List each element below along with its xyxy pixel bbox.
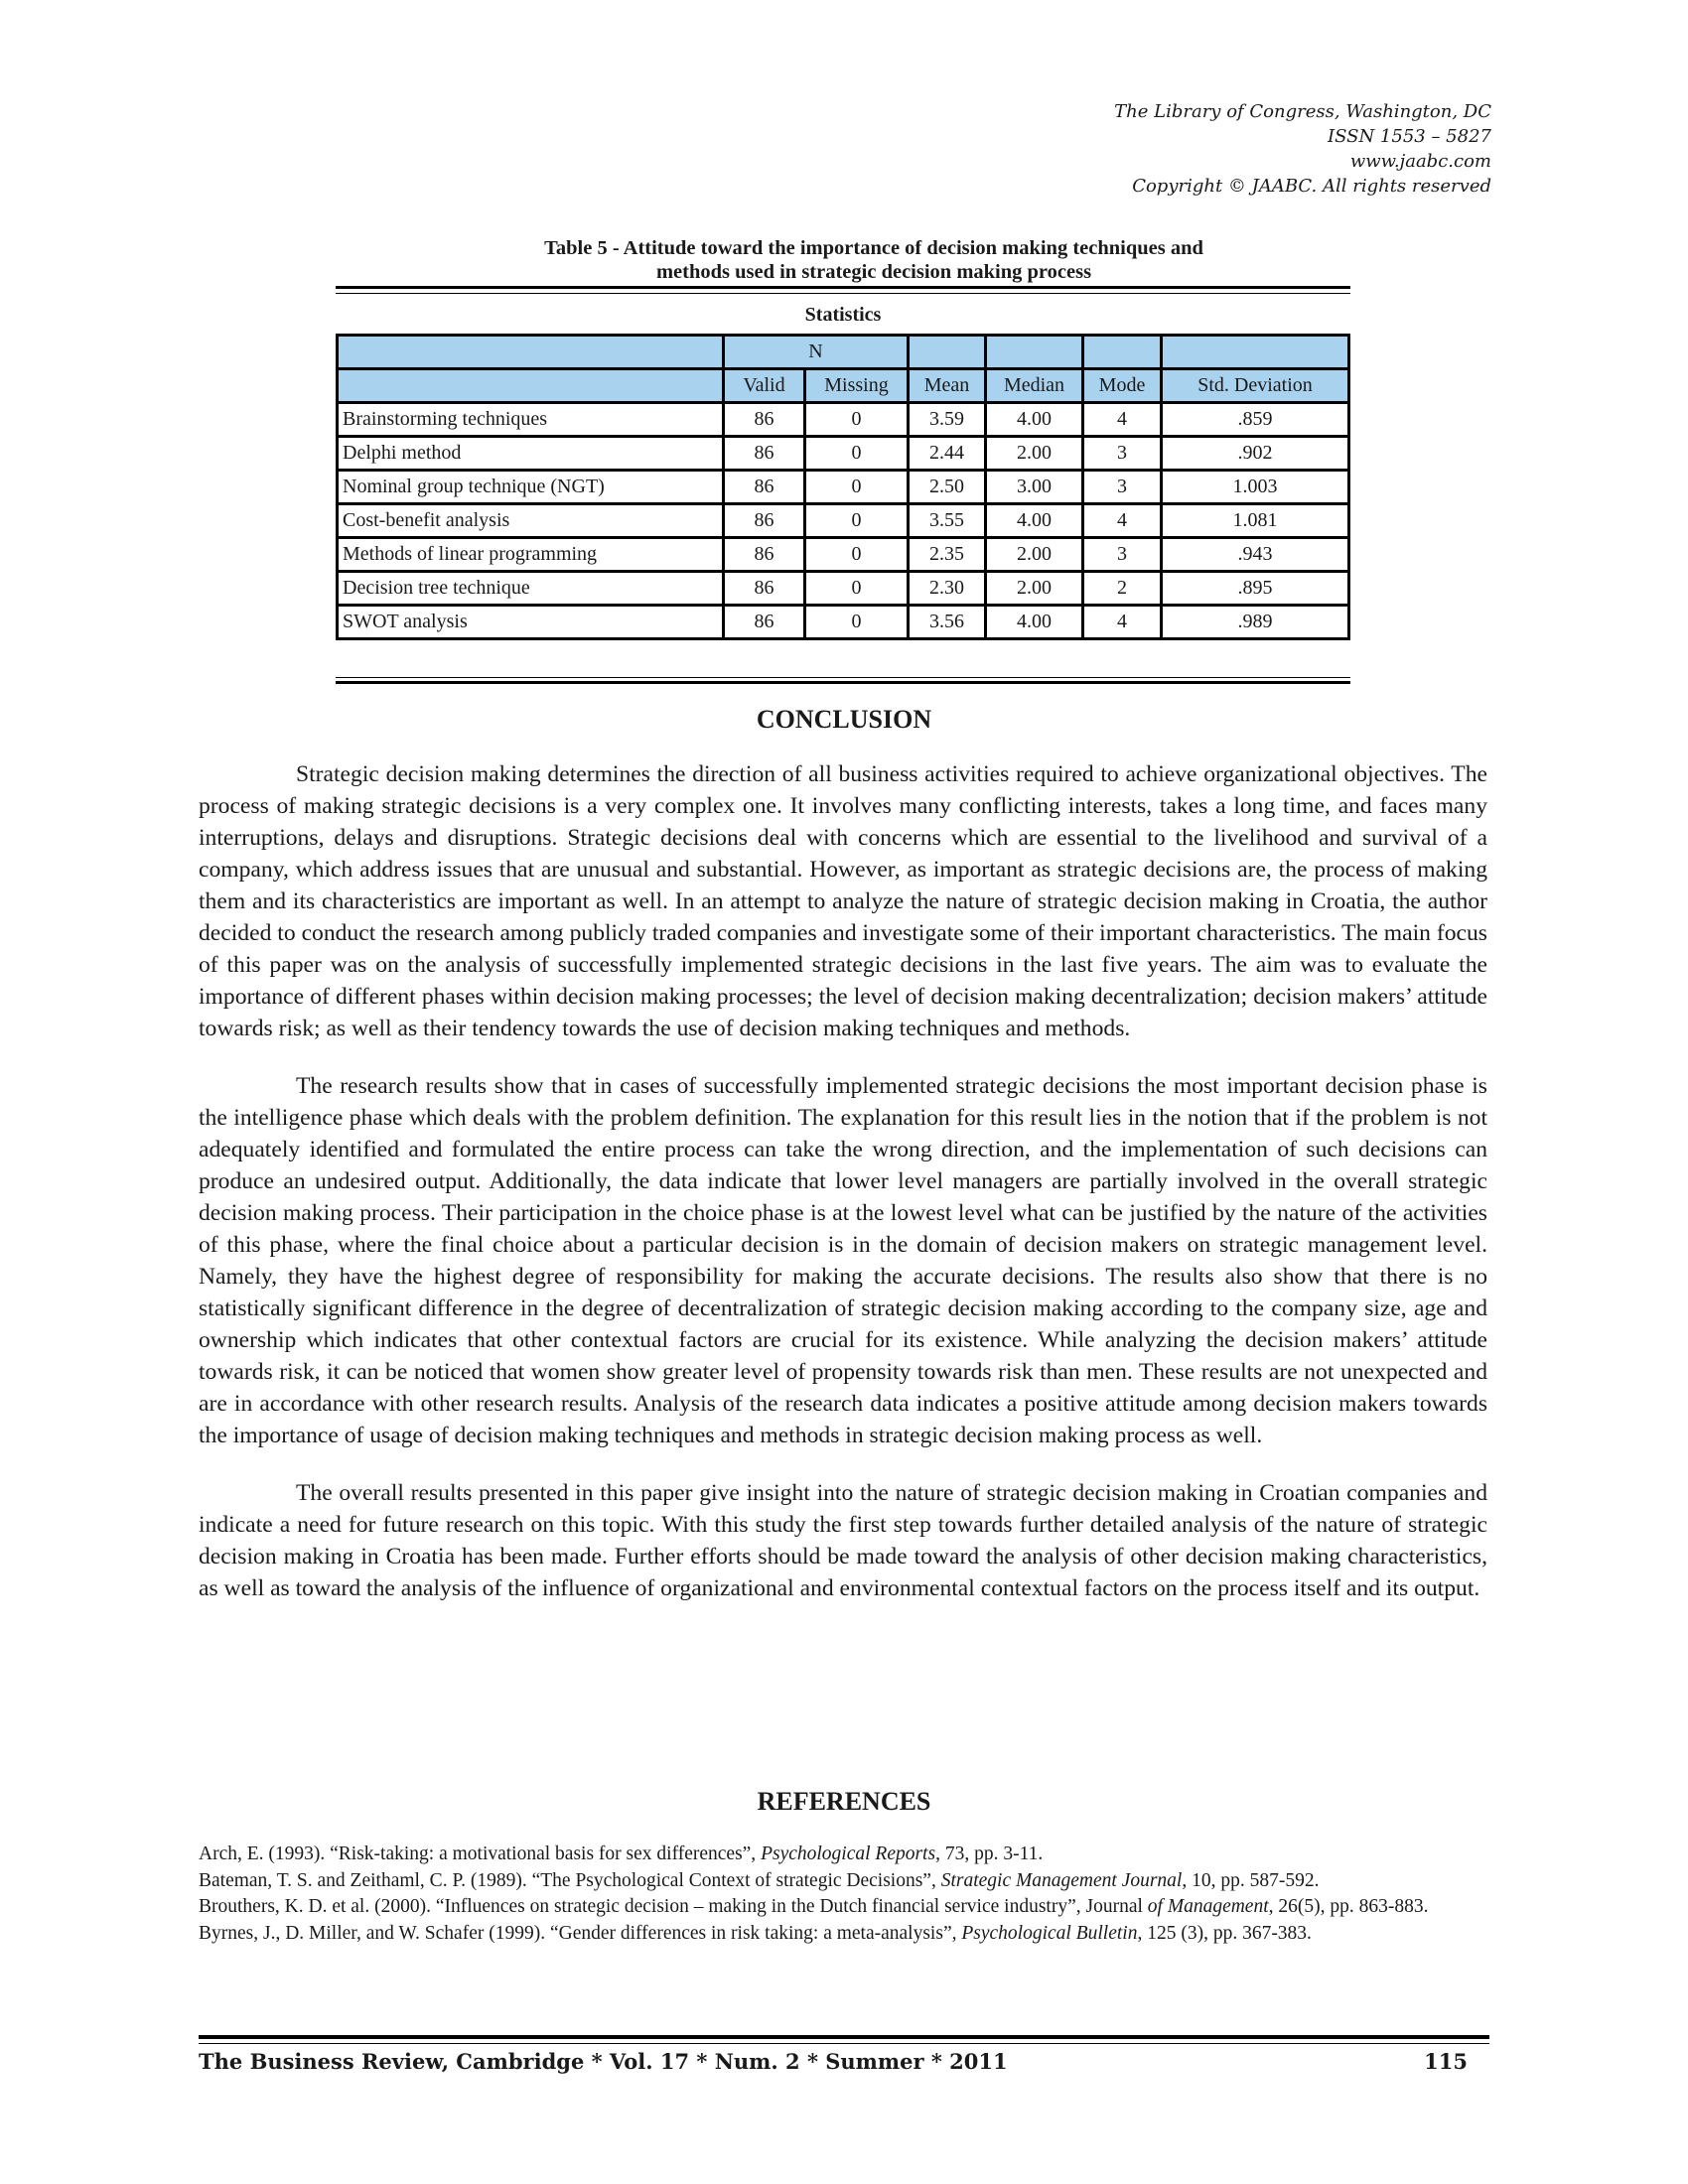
column-header: Valid [724, 369, 805, 403]
table-row [338, 403, 1349, 437]
table-cell: .943 [1162, 538, 1349, 572]
table-caption-line2: methods used in strategic decision making process [655, 261, 1092, 283]
conclusion-heading: CONCLUSION [756, 705, 932, 734]
row-label: Brainstorming techniques [338, 403, 724, 437]
table-cell: 2.30 [909, 572, 986, 606]
table-cell: 0 [805, 572, 909, 606]
column-header: Mean [909, 369, 986, 403]
table-cell: 3.55 [909, 504, 986, 538]
statistics-table [336, 334, 1350, 640]
footer-rule-thin [199, 2043, 1489, 2044]
table-cell: 86 [724, 471, 805, 504]
table-cell: 4.00 [986, 606, 1083, 639]
table-cell: 0 [805, 606, 909, 639]
conclusion-paragraph: The research results show that in cases of successfully implemented strategic decisions the most important decision phase is the intelligence phase which deals with the problem definition. The explanation for this result lies in the notion that if the problem is not adequately identified and formulated the entire process can take the wrong direction, and the implementation of such decisions can produce an undesired output. Additionally, the data indicate that lower level managers are partially involved in the overall strategic decision making process. Their participation in the choice phase is at the lowest level what can be justified by the nature of the activities of this phase, where the final choice about a particular decision is in the domain of decision makers on strategic management level. Namely, they have the highest degree of responsibility for making the accurate decisions. The results also show that there is no statistically significant difference in the degree of decentralization of strategic decision making according to the company size, age and ownership which indicates that other contextual factors are crucial for its existence. While analyzing the decision makers’ attitude towards risk, it can be noticed that women show greater level of propensity towards risk than men. These results are not unexpected and are in accordance with other research results. Analysis of the research data indicates a positive attitude among decision makers towards the importance of usage of decision making techniques and methods in strategic decision making process as well. [199, 1073, 1487, 1448]
table-cell: .859 [1162, 403, 1349, 437]
table-row [338, 437, 1349, 471]
table-cell: 4.00 [986, 403, 1083, 437]
reference-details: , 73, pp. 3-11. [935, 1843, 1044, 1864]
table-cell: 86 [724, 606, 805, 639]
table-cell: 0 [805, 538, 909, 572]
table-cell: 3 [1083, 538, 1162, 572]
conclusion-paragraph: The overall results presented in this paper give insight into the nature of strategic decision making in Croatian companies and indicate a need for future research on this topic. With this study the first step towards further detailed analysis of the nature of strategic decision making in Croatia has been made. Further efforts should be made toward the analysis of other decision making characteristics, as well as toward the analysis of the influence of organizational and environmental contextual factors on the process itself and its output. [199, 1480, 1487, 1601]
table-group-header-row [338, 336, 1349, 369]
table-cell: 4 [1083, 403, 1162, 437]
reference-journal: Psychological Bulletin [961, 1922, 1138, 1944]
conclusion-body [199, 758, 1487, 1630]
table-cell: 1.003 [1162, 471, 1349, 504]
table-cell: 3 [1083, 437, 1162, 471]
row-label: Delphi method [338, 437, 724, 471]
conclusion-paragraph: Strategic decision making determines the direction of all business activities required to achieve organizational objectives. The process of making strategic decisions is a very complex one. It involves many conflicting interests, takes a long time, and faces many interruptions, delays and disruptions. Strategic decisions deal with concerns which are essential to the livelihood and survival of a company, which address issues that are unusual and substantial. However, as important as strategic decisions are, the process of making them and its characteristics are important as well. In an attempt to analyze the nature of strategic decision making in Croatia, the author decided to conduct the research among publicly traded companies and investigate some of their important characteristics. The main focus of this paper was on the analysis of successfully implemented strategic decisions in the last five years. The aim was to evaluate the importance of different phases within decision making processes; the level of decision making decentralization; decision makers’ attitude towards risk; as well as their tendency towards the use of decision making techniques and methods. [199, 761, 1487, 1041]
table-cell: 2 [1083, 572, 1162, 606]
table-header-spacer [1162, 336, 1349, 369]
table-caption [328, 236, 1420, 284]
table-cell: .989 [1162, 606, 1349, 639]
references-heading: REFERENCES [757, 1787, 931, 1816]
reference-text: Brouthers, K. D. et al. (2000). “Influences on strategic decision – making in the Dutch financial service industry”, Journal [199, 1896, 1148, 1917]
table-cell: 0 [805, 437, 909, 471]
table-cell: 86 [724, 538, 805, 572]
table-cell: 4.00 [986, 504, 1083, 538]
table-bottom-rule [336, 681, 1350, 684]
page-number: 115 [1424, 2049, 1468, 2074]
row-label: Cost-benefit analysis [338, 504, 724, 538]
reference-text: Byrnes, J., D. Miller, and W. Schafer (1999). “Gender differences in risk taking: a meta-analysis”, [199, 1922, 962, 1944]
table-caption-line1: Table 5 - Attitude toward the importance of decision making techniques and [544, 237, 1203, 259]
table-cell: 2.50 [909, 471, 986, 504]
row-label: Decision tree technique [338, 572, 724, 606]
footer-journal: The Business Review, Cambridge * Vol. 17 * Num. 2 * Summer * 2011 [199, 2049, 1008, 2074]
table-cell: 3.56 [909, 606, 986, 639]
table-cell: 3 [1083, 471, 1162, 504]
table-header-spacer [986, 336, 1083, 369]
reference-journal: of Management [1147, 1896, 1269, 1917]
column-header: Mode [1083, 369, 1162, 403]
table-row [338, 606, 1349, 639]
table-column-header-row [338, 369, 1349, 403]
table-cell: 2.00 [986, 538, 1083, 572]
table-cell: 0 [805, 504, 909, 538]
reference-item [199, 1921, 1489, 1948]
table-cell: 2.35 [909, 538, 986, 572]
table-cell: .902 [1162, 437, 1349, 471]
table-cell: 0 [805, 471, 909, 504]
table-cell: 0 [805, 403, 909, 437]
references-list [199, 1842, 1489, 1947]
table-cell: 86 [724, 403, 805, 437]
table-top-rule-thin [336, 293, 1350, 294]
table-cell: 4 [1083, 504, 1162, 538]
table-corner-cell [338, 336, 724, 369]
table-corner-cell [338, 369, 724, 403]
reference-text: Bateman, T. S. and Zeithaml, C. P. (1989). “The Psychological Context of strategic Decisions”, [199, 1869, 941, 1891]
table-cell: 86 [724, 437, 805, 471]
table-row [338, 538, 1349, 572]
reference-journal: Psychological Reports [761, 1843, 936, 1864]
table-cell: .895 [1162, 572, 1349, 606]
header-library: The Library of Congress, Washington, DC [1114, 101, 1491, 122]
table-cell: 2.44 [909, 437, 986, 471]
reference-details: , 26(5), pp. 863-883. [1268, 1896, 1429, 1917]
reference-details: , 10, pp. 587-592. [1182, 1869, 1320, 1891]
reference-item [199, 1868, 1489, 1895]
table-cell: 86 [724, 572, 805, 606]
table-row [338, 471, 1349, 504]
table-top-rule [336, 286, 1350, 289]
row-label: SWOT analysis [338, 606, 724, 639]
reference-journal: Strategic Management Journal [940, 1869, 1183, 1891]
header-copyright: Copyright © JAABC. All rights reserved [1132, 176, 1491, 197]
table-row [338, 504, 1349, 538]
column-header: Median [986, 369, 1083, 403]
footer-rule [199, 2035, 1489, 2039]
table-cell: 2.00 [986, 572, 1083, 606]
table-cell: 86 [724, 504, 805, 538]
running-header [1114, 99, 1491, 199]
column-header: Std. Deviation [1162, 369, 1349, 403]
reference-item [199, 1842, 1489, 1868]
table-row [338, 572, 1349, 606]
table-cell: 2.00 [986, 437, 1083, 471]
row-label: Methods of linear programming [338, 538, 724, 572]
table-header-spacer [909, 336, 986, 369]
column-header: Missing [805, 369, 909, 403]
table-header-spacer [1083, 336, 1162, 369]
row-label: Nominal group technique (NGT) [338, 471, 724, 504]
statistics-label: Statistics [804, 304, 882, 326]
reference-text: Arch, E. (1993). “Risk-taking: a motivational basis for sex differences”, [199, 1843, 762, 1864]
header-issn: ISSN 1553 – 5827 [1328, 126, 1491, 147]
table-cell: 4 [1083, 606, 1162, 639]
table-cell: 3.59 [909, 403, 986, 437]
table-cell: 1.081 [1162, 504, 1349, 538]
table-bottom-rule-thin [336, 677, 1350, 678]
table-cell: 3.00 [986, 471, 1083, 504]
header-website: www.jaabc.com [1349, 151, 1491, 172]
reference-details: , 125 (3), pp. 367-383. [1137, 1922, 1312, 1944]
n-group-header: N [724, 336, 909, 369]
reference-item [199, 1894, 1489, 1921]
